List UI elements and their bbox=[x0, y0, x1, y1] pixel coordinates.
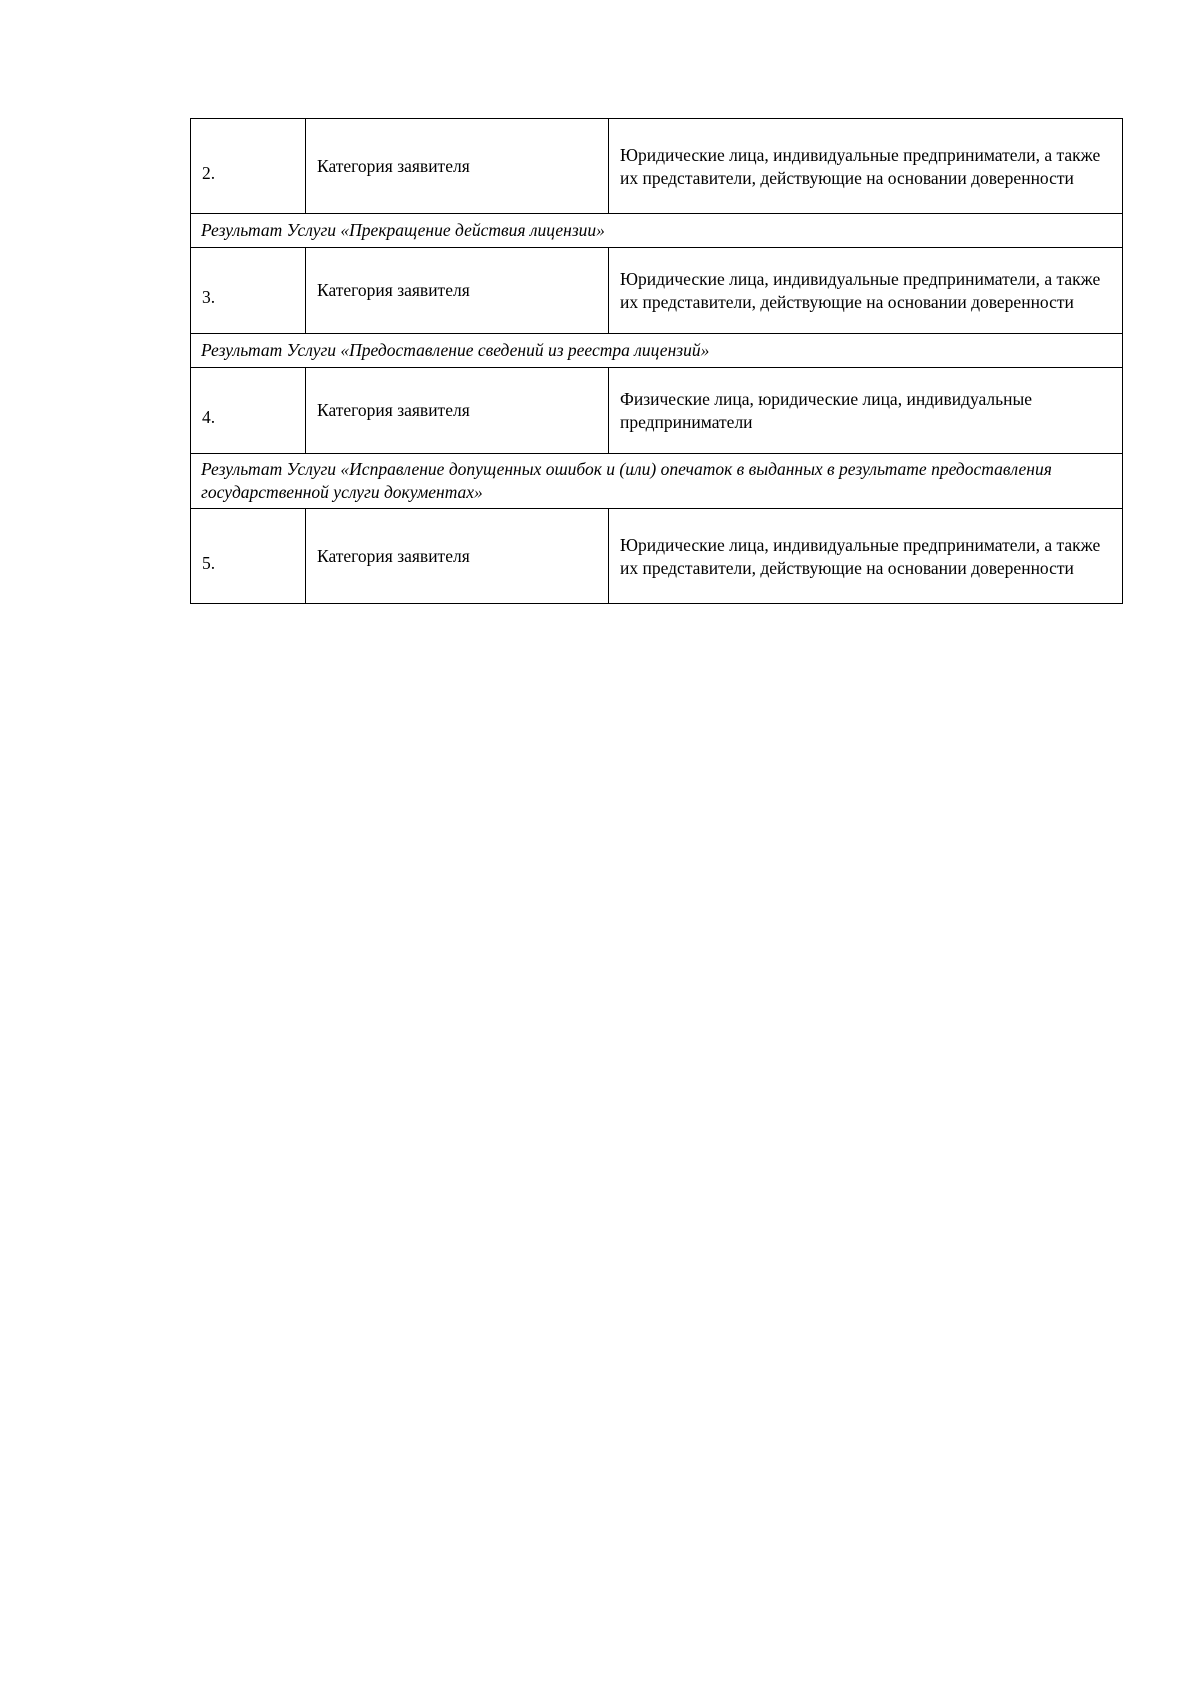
applicant-category-table bbox=[190, 118, 1123, 604]
section-heading: Результат Услуги «Предоставление сведений из реестра лицензий» bbox=[191, 334, 1123, 368]
section-row bbox=[191, 454, 1123, 509]
row-number: 5. bbox=[191, 509, 306, 604]
row-description: Юридические лица, индивидуальные предприниматели, а также их представители, действующие на основании доверенности bbox=[609, 248, 1123, 334]
table-row bbox=[191, 509, 1123, 604]
section-heading: Результат Услуги «Исправление допущенных ошибок и (или) опечаток в выданных в результате предоставления государственной услуги документах» bbox=[191, 454, 1123, 509]
row-category: Категория заявителя bbox=[306, 119, 609, 214]
table-row bbox=[191, 248, 1123, 334]
row-category: Категория заявителя bbox=[306, 368, 609, 454]
section-heading: Результат Услуги «Прекращение действия лицензии» bbox=[191, 214, 1123, 248]
row-description: Физические лица, юридические лица, индивидуальные предприниматели bbox=[609, 368, 1123, 454]
section-row bbox=[191, 214, 1123, 248]
row-category: Категория заявителя bbox=[306, 509, 609, 604]
row-number: 2. bbox=[191, 119, 306, 214]
table-row bbox=[191, 368, 1123, 454]
table-row bbox=[191, 119, 1123, 214]
row-description: Юридические лица, индивидуальные предприниматели, а также их представители, действующие на основании доверенности bbox=[609, 509, 1123, 604]
row-number: 3. bbox=[191, 248, 306, 334]
section-row bbox=[191, 334, 1123, 368]
row-description: Юридические лица, индивидуальные предприниматели, а также их представители, действующие на основании доверенности bbox=[609, 119, 1123, 214]
row-number: 4. bbox=[191, 368, 306, 454]
row-category: Категория заявителя bbox=[306, 248, 609, 334]
